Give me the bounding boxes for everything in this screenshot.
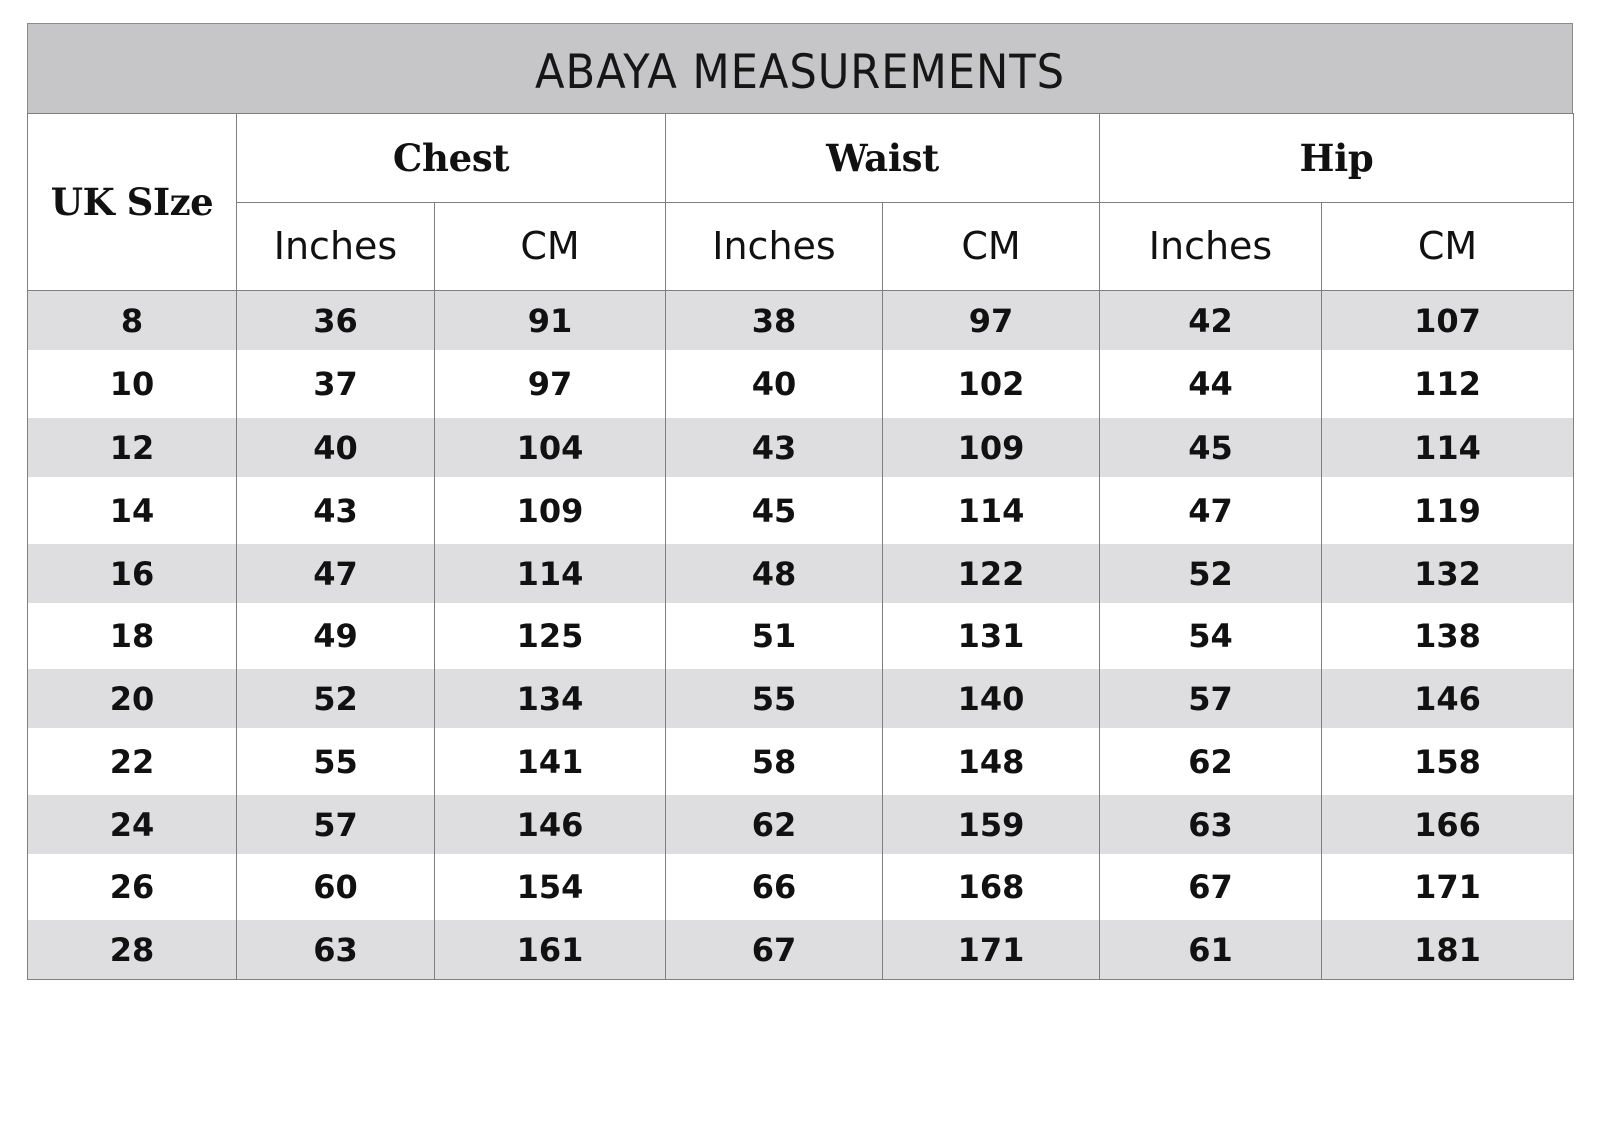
- hip-cm-cell: 171: [1322, 854, 1574, 920]
- chest-inches-cell: 47: [237, 544, 435, 603]
- chest-inches-cell: 37: [237, 350, 435, 418]
- size-cell: 14: [28, 477, 237, 544]
- table-row: [28, 350, 1574, 418]
- hip-inches-cell: 63: [1100, 795, 1322, 854]
- chest-inches-cell: 40: [237, 418, 435, 477]
- chest-inches-cell: 49: [237, 603, 435, 669]
- waist-cm-cell: 131: [883, 603, 1100, 669]
- hip-inches-cell: 52: [1100, 544, 1322, 603]
- hip-cm-cell: 138: [1322, 603, 1574, 669]
- chest-inches-cell: 52: [237, 669, 435, 728]
- chest-inches-cell: 63: [237, 920, 435, 980]
- chest-inches-cell: 57: [237, 795, 435, 854]
- hip-inches-cell: 57: [1100, 669, 1322, 728]
- waist-inches-cell: 43: [666, 418, 883, 477]
- size-cell: 26: [28, 854, 237, 920]
- hip-inches-cell: 45: [1100, 418, 1322, 477]
- waist-inches-cell: 51: [666, 603, 883, 669]
- group-header-row: [28, 114, 1574, 203]
- hip-cm-header: CM: [1322, 202, 1574, 291]
- waist-cm-cell: 122: [883, 544, 1100, 603]
- table-row: [28, 418, 1574, 477]
- chest-cm-header: CM: [435, 202, 666, 291]
- waist-inches-cell: 58: [666, 728, 883, 795]
- chest-cm-cell: 134: [435, 669, 666, 728]
- table-row: [28, 477, 1574, 544]
- hip-inches-cell: 42: [1100, 291, 1322, 351]
- chest-cm-cell: 109: [435, 477, 666, 544]
- waist-cm-header: CM: [883, 202, 1100, 291]
- size-chart: [27, 23, 1573, 1000]
- chest-header: Chest: [237, 114, 666, 203]
- chest-inches-cell: 55: [237, 728, 435, 795]
- chest-cm-cell: 91: [435, 291, 666, 351]
- chest-cm-cell: 114: [435, 544, 666, 603]
- size-cell: 20: [28, 669, 237, 728]
- hip-cm-cell: 112: [1322, 350, 1574, 418]
- chest-cm-cell: 154: [435, 854, 666, 920]
- table-body: [28, 291, 1574, 980]
- waist-inches-cell: 66: [666, 854, 883, 920]
- chest-inches-cell: 60: [237, 854, 435, 920]
- size-cell: 12: [28, 418, 237, 477]
- table-row: [28, 920, 1574, 980]
- waist-cm-cell: 140: [883, 669, 1100, 728]
- measurements-table: [27, 113, 1574, 980]
- waist-inches-cell: 48: [666, 544, 883, 603]
- hip-inches-cell: 54: [1100, 603, 1322, 669]
- hip-cm-cell: 158: [1322, 728, 1574, 795]
- size-cell: 22: [28, 728, 237, 795]
- uk-size-header: UK SIze: [28, 114, 237, 291]
- waist-inches-cell: 62: [666, 795, 883, 854]
- waist-cm-cell: 159: [883, 795, 1100, 854]
- waist-cm-cell: 171: [883, 920, 1100, 980]
- size-cell: 8: [28, 291, 237, 351]
- size-cell: 10: [28, 350, 237, 418]
- waist-inches-cell: 45: [666, 477, 883, 544]
- hip-inches-cell: 44: [1100, 350, 1322, 418]
- waist-cm-cell: 148: [883, 728, 1100, 795]
- table-row: [28, 669, 1574, 728]
- unit-header-row: [28, 202, 1574, 291]
- chest-cm-cell: 97: [435, 350, 666, 418]
- chest-inches-header: Inches: [237, 202, 435, 291]
- waist-cm-cell: 168: [883, 854, 1100, 920]
- waist-header: Waist: [666, 114, 1100, 203]
- chest-cm-cell: 141: [435, 728, 666, 795]
- hip-inches-cell: 62: [1100, 728, 1322, 795]
- hip-cm-cell: 146: [1322, 669, 1574, 728]
- size-cell: 24: [28, 795, 237, 854]
- chest-cm-cell: 161: [435, 920, 666, 980]
- chest-cm-cell: 146: [435, 795, 666, 854]
- hip-cm-cell: 132: [1322, 544, 1574, 603]
- size-cell: 16: [28, 544, 237, 603]
- table-row: [28, 795, 1574, 854]
- hip-inches-header: Inches: [1100, 202, 1322, 291]
- waist-inches-cell: 38: [666, 291, 883, 351]
- chest-cm-cell: 125: [435, 603, 666, 669]
- table-row: [28, 291, 1574, 351]
- hip-cm-cell: 166: [1322, 795, 1574, 854]
- table-row: [28, 854, 1574, 920]
- hip-header: Hip: [1100, 114, 1574, 203]
- waist-cm-cell: 97: [883, 291, 1100, 351]
- size-cell: 18: [28, 603, 237, 669]
- waist-inches-header: Inches: [666, 202, 883, 291]
- hip-inches-cell: 67: [1100, 854, 1322, 920]
- table-header: [28, 114, 1574, 291]
- hip-cm-cell: 119: [1322, 477, 1574, 544]
- hip-cm-cell: 107: [1322, 291, 1574, 351]
- chest-inches-cell: 43: [237, 477, 435, 544]
- waist-inches-cell: 40: [666, 350, 883, 418]
- title-bar: [27, 23, 1573, 114]
- hip-cm-cell: 181: [1322, 920, 1574, 980]
- chest-cm-cell: 104: [435, 418, 666, 477]
- waist-cm-cell: 102: [883, 350, 1100, 418]
- table-row: [28, 544, 1574, 603]
- hip-cm-cell: 114: [1322, 418, 1574, 477]
- waist-cm-cell: 109: [883, 418, 1100, 477]
- hip-inches-cell: 61: [1100, 920, 1322, 980]
- chart-title: ABAYA MEASUREMENTS: [535, 45, 1065, 100]
- size-cell: 28: [28, 920, 237, 980]
- waist-cm-cell: 114: [883, 477, 1100, 544]
- table-row: [28, 728, 1574, 795]
- hip-inches-cell: 47: [1100, 477, 1322, 544]
- waist-inches-cell: 67: [666, 920, 883, 980]
- waist-inches-cell: 55: [666, 669, 883, 728]
- chest-inches-cell: 36: [237, 291, 435, 351]
- table-row: [28, 603, 1574, 669]
